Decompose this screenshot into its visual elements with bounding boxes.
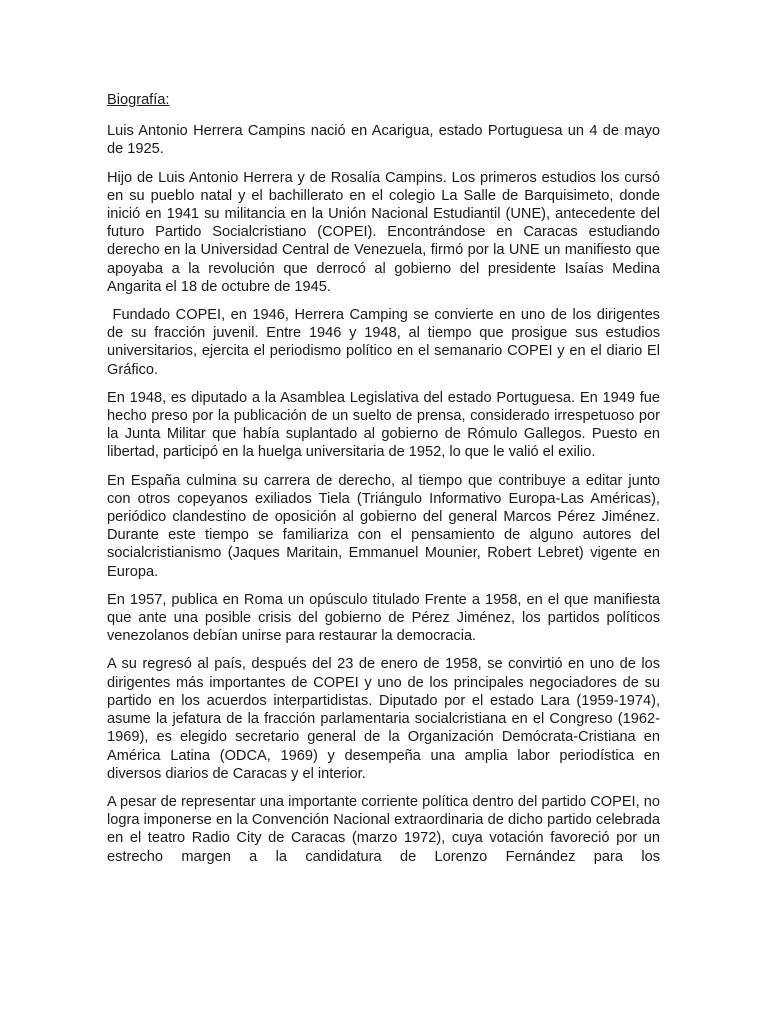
paragraph-birth: Luis Antonio Herrera Campins nació en Acarigua, estado Portuguesa un 4 de mayo de 1925. bbox=[107, 123, 660, 158]
document-page bbox=[107, 91, 665, 876]
paragraph-family-studies: Hijo de Luis Antonio Herrera y de Rosalía Campins. Los primeros estudios los cursó en su pueblo natal y el bachillerato en el colegio La Salle de Barquisimeto, donde inició en 1941 su militancia en la Unión Nacional Estudiantil (UNE), antecedente del futuro Partido Socialcristiano (COPEI). Encontrándose en Caracas estudiando derecho en la Universidad Central de Venezuela, firmó por la UNE un manifiesto que apoyaba a la revolución que derrocó al gobierno del presidente Isaías Medina Angarita el 18 de octubre de 1945. bbox=[107, 169, 660, 295]
paragraph-return-1958: A su regresó al país, después del 23 de enero de 1958, se convirtió en uno de los dirigentes más importantes de COPEI y uno de los principales negociadores de su partido en los acuerdos interpartidistas. Diputado por el estado Lara (1959-1974), asume la jefatura de la fracción parlamentaria socialcristiana en el Congreso (1962-1969), es elegido secretario general de la Organización Demócrata-Cristiana en América Latina (ODCA, 1969) y desempeña una amplia labor periodística en diversos diarios de Caracas y el interior. bbox=[107, 656, 660, 782]
paragraph-spain-exile: En España culmina su carrera de derecho, al tiempo que contribuye a editar junto con otros copeyanos exiliados Tiela (Triángulo Informativo Europa-Las Américas), periódico clandestino de oposición al gobierno del general Marcos Pérez Jiménez. Durante este tiempo se familiariza con el pensamiento de alguno autores del socialcristianismo (Jaques Maritain, Emmanuel Mounier, Robert Lebret) vigente en Europa. bbox=[107, 472, 660, 580]
paragraph-rome-1957: En 1957, publica en Roma un opúsculo titulado Frente a 1958, en el que manifiesta que ante una posible crisis del gobierno de Pérez Jiménez, los partidos políticos venezolanos debían unirse para restaurar la democracia. bbox=[107, 591, 660, 645]
paragraph-copei-founding: Fundado COPEI, en 1946, Herrera Camping se convierte en uno de los dirigentes de su fracción juvenil. Entre 1946 y 1948, al tiempo que prosigue sus estudios universitarios, ejercita el periodismo político en el semanario COPEI y en el diario El Gráfico. bbox=[107, 307, 665, 378]
paragraph-convention-1972: A pesar de representar una importante corriente política dentro del partido COPEI, no logra imponerse en la Convención Nacional extraordinaria de dicho partido celebrada en el teatro Radio City de Caracas (marzo 1972), cuya votación favoreció por un estrecho margen a la candidatura de Lorenzo Fernández para los bbox=[107, 793, 660, 865]
document-heading: Biografía: bbox=[107, 92, 170, 108]
paragraph-deputy-1948: En 1948, es diputado a la Asamblea Legislativa del estado Portuguesa. En 1949 fue hecho preso por la publicación de un suelto de prensa, considerado irrespetuoso por la Junta Militar que había suplantado al gobierno de Rómulo Gallegos. Puesto en libertad, participó en la huelga universitaria de 1952, lo que le valió el exilio. bbox=[107, 389, 660, 461]
